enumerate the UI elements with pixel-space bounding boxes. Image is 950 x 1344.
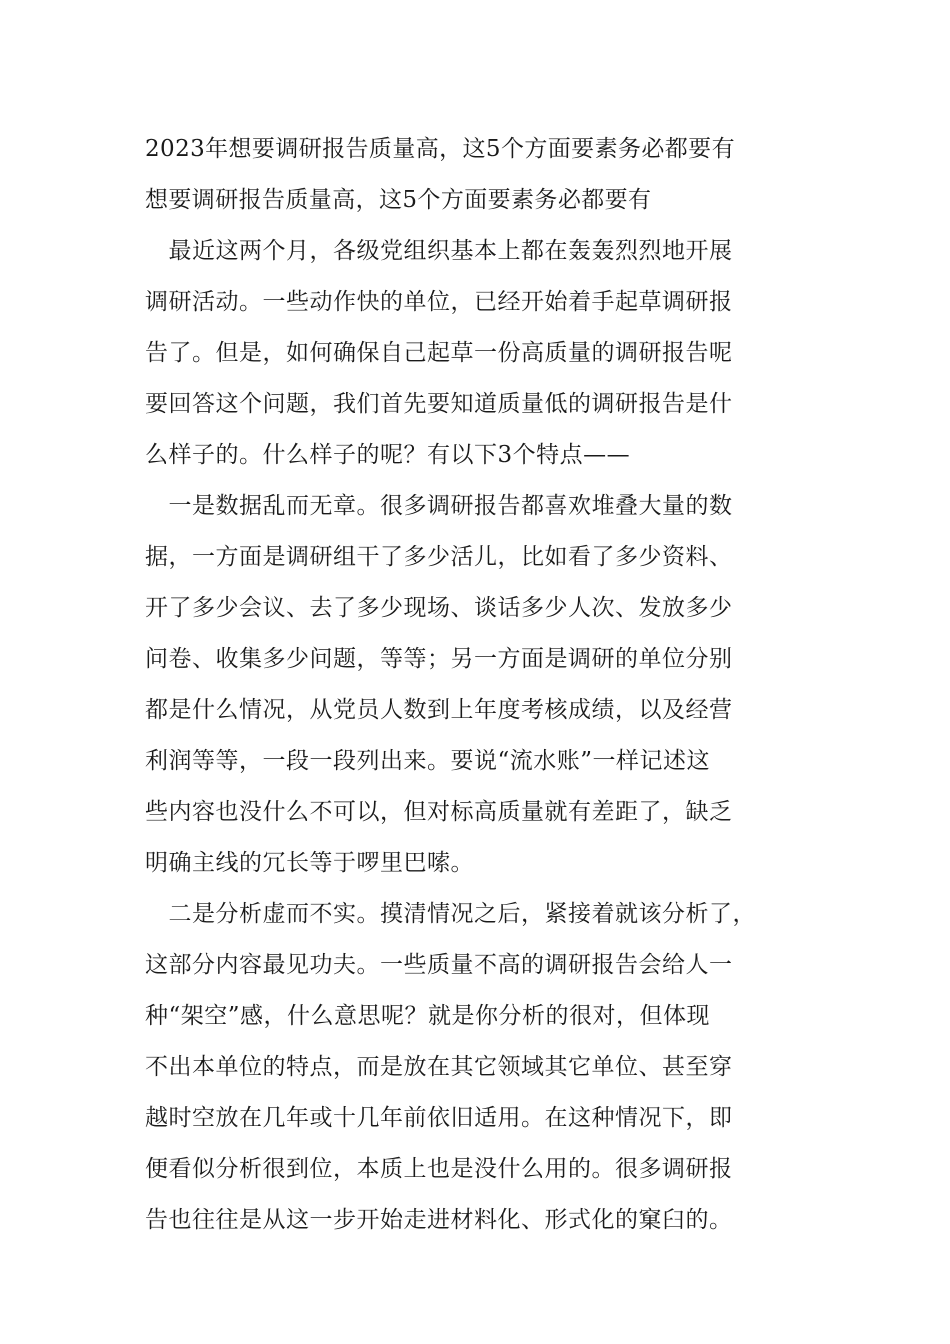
paragraph-line: 问卷、收集多少问题，等等；另一方面是调研的单位分别 xyxy=(145,646,733,672)
paragraph-line: 越时空放在几年或十几年前依旧适用。在这种情况下，即 xyxy=(145,1105,733,1131)
paragraph-line: 二是分析虚而不实。摸清情况之后，紧接着就该分析了， xyxy=(145,901,756,927)
paragraph-line: 利润等等，一段一段列出来。要说“流水账”一样记述这 xyxy=(145,748,711,774)
paragraph-line: 调研活动。一些动作快的单位，已经开始着手起草调研报 xyxy=(145,289,733,315)
paragraph-line: 告也往往是从这一步开始走进材料化、形式化的窠臼的。 xyxy=(145,1207,733,1233)
paragraph-3 xyxy=(145,889,805,1246)
paragraph-line: 告了。但是，如何确保自己起草一份高质量的调研报告呢 xyxy=(145,340,733,366)
paragraph-2 xyxy=(145,481,805,889)
paragraph-line: 么样子的。什么样子的呢？有以下3个特点—— xyxy=(145,442,631,468)
paragraph-line: 这部分内容最见功夫。一些质量不高的调研报告会给人一 xyxy=(145,952,733,978)
paragraph-line: 最近这两个月，各级党组织基本上都在轰轰烈烈地开展 xyxy=(145,238,733,264)
paragraph-line: 据，一方面是调研组干了多少活儿，比如看了多少资料、 xyxy=(145,544,733,570)
title-line-1: 2023年想要调研报告质量高，这5个方面要素务必都要有 xyxy=(145,136,735,162)
document-body xyxy=(145,124,805,1246)
paragraph-1 xyxy=(145,226,805,481)
paragraph-line: 一是数据乱而无章。很多调研报告都喜欢堆叠大量的数 xyxy=(145,493,733,519)
paragraph-line: 都是什么情况，从党员人数到上年度考核成绩，以及经营 xyxy=(145,697,733,723)
title-line-2: 想要调研报告质量高，这5个方面要素务必都要有 xyxy=(145,187,652,213)
paragraph-line: 不出本单位的特点，而是放在其它领域其它单位、甚至穿 xyxy=(145,1054,733,1080)
paragraph-line: 开了多少会议、去了多少现场、谈话多少人次、发放多少 xyxy=(145,595,733,621)
paragraph-line: 要回答这个问题，我们首先要知道质量低的调研报告是什 xyxy=(145,391,733,417)
paragraph-line: 明确主线的冗长等于啰里巴嗦。 xyxy=(145,850,474,876)
paragraph-line: 些内容也没什么不可以，但对标高质量就有差距了，缺乏 xyxy=(145,799,733,825)
paragraph-line: 种“架空”感，什么意思呢？就是你分析的很对，但体现 xyxy=(145,1003,711,1029)
paragraph-line: 便看似分析很到位，本质上也是没什么用的。很多调研报 xyxy=(145,1156,733,1182)
